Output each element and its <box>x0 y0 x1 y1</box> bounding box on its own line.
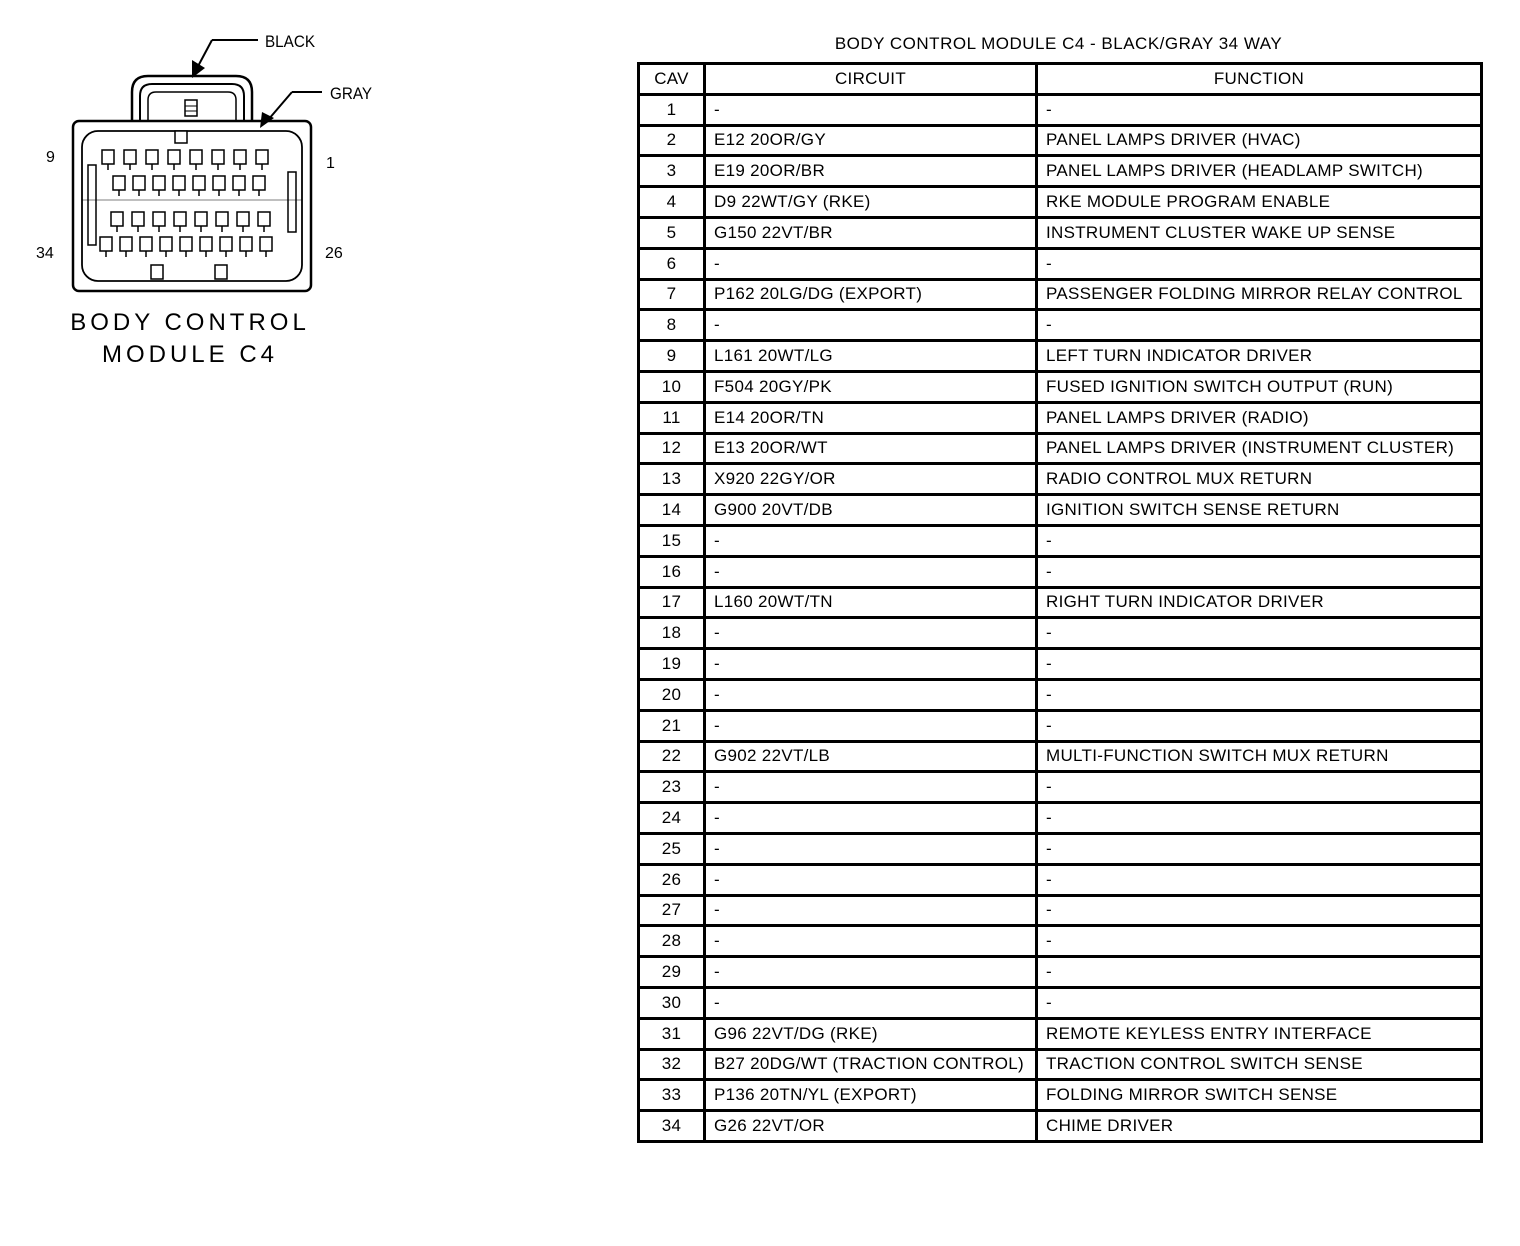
cell-cav: 8 <box>639 310 705 341</box>
terminal-cavity <box>100 237 112 251</box>
terminal-cavity <box>233 176 245 190</box>
cell-function: - <box>1037 525 1482 556</box>
connector-name-line1: BODY CONTROL <box>70 309 310 336</box>
cell-cav: 2 <box>639 125 705 156</box>
table-row <box>639 741 1482 772</box>
terminal-cavity <box>153 176 165 190</box>
pin-number-34: 34 <box>36 245 54 262</box>
cell-cav: 10 <box>639 371 705 402</box>
cell-function: PANEL LAMPS DRIVER (INSTRUMENT CLUSTER) <box>1037 433 1482 464</box>
table-row <box>639 1049 1482 1080</box>
cell-function: LEFT TURN INDICATOR DRIVER <box>1037 341 1482 372</box>
cell-cav: 25 <box>639 833 705 864</box>
table-row <box>639 803 1482 834</box>
terminal-cavity <box>212 150 224 164</box>
cell-circuit: - <box>705 618 1037 649</box>
cell-circuit: - <box>705 772 1037 803</box>
connector-name-line2: MODULE C4 <box>101 341 279 368</box>
cell-cav: 29 <box>639 957 705 988</box>
cell-function: - <box>1037 248 1482 279</box>
cell-function: RADIO CONTROL MUX RETURN <box>1037 464 1482 495</box>
label-gray: GRAY <box>330 84 372 103</box>
cell-circuit: G26 22VT/OR <box>705 1111 1037 1142</box>
cell-function: - <box>1037 649 1482 680</box>
table-row <box>639 710 1482 741</box>
table-row <box>639 217 1482 248</box>
table-row <box>639 248 1482 279</box>
cell-function: - <box>1037 864 1482 895</box>
cell-cav: 14 <box>639 495 705 526</box>
cell-cav: 7 <box>639 279 705 310</box>
terminal-cavity <box>168 150 180 164</box>
table-row <box>639 772 1482 803</box>
cell-function: - <box>1037 556 1482 587</box>
cell-function: PANEL LAMPS DRIVER (HVAC) <box>1037 125 1482 156</box>
cell-circuit: P162 20LG/DG (EXPORT) <box>705 279 1037 310</box>
cell-circuit: - <box>705 957 1037 988</box>
cell-circuit: F504 20GY/PK <box>705 371 1037 402</box>
terminal-cavity <box>111 212 123 226</box>
cell-circuit: - <box>705 679 1037 710</box>
cell-cav: 22 <box>639 741 705 772</box>
cell-circuit: - <box>705 803 1037 834</box>
connector-diagram <box>0 0 620 400</box>
table-row <box>639 618 1482 649</box>
table-row <box>639 279 1482 310</box>
pin-number-1: 1 <box>326 155 335 172</box>
table-row <box>639 1080 1482 1111</box>
pin-number-26: 26 <box>325 245 343 262</box>
terminal-cavity <box>180 237 192 251</box>
cell-cav: 26 <box>639 864 705 895</box>
cell-circuit: - <box>705 833 1037 864</box>
cell-circuit: - <box>705 525 1037 556</box>
table-row <box>639 525 1482 556</box>
cell-function: REMOTE KEYLESS ENTRY INTERFACE <box>1037 1018 1482 1049</box>
cell-cav: 21 <box>639 710 705 741</box>
terminal-cavity <box>237 212 249 226</box>
cell-cav: 13 <box>639 464 705 495</box>
table-row <box>639 156 1482 187</box>
table-row <box>639 187 1482 218</box>
cell-function: MULTI-FUNCTION SWITCH MUX RETURN <box>1037 741 1482 772</box>
table-row <box>639 464 1482 495</box>
table-row <box>639 371 1482 402</box>
cell-function: TRACTION CONTROL SWITCH SENSE <box>1037 1049 1482 1080</box>
terminal-cavity <box>213 176 225 190</box>
terminal-cavity <box>113 176 125 190</box>
cell-cav: 27 <box>639 895 705 926</box>
cell-cav: 1 <box>639 94 705 125</box>
terminal-cavity <box>193 176 205 190</box>
cell-function: - <box>1037 679 1482 710</box>
terminal-cavity <box>174 212 186 226</box>
table-row <box>639 1111 1482 1142</box>
cell-circuit: - <box>705 987 1037 1018</box>
connector-housing <box>73 121 311 291</box>
cell-function: RKE MODULE PROGRAM ENABLE <box>1037 187 1482 218</box>
cell-function: - <box>1037 310 1482 341</box>
cell-cav: 11 <box>639 402 705 433</box>
table-row <box>639 926 1482 957</box>
cell-cav: 34 <box>639 1111 705 1142</box>
cell-circuit: E12 20OR/GY <box>705 125 1037 156</box>
cell-circuit: B27 20DG/WT (TRACTION CONTROL) <box>705 1049 1037 1080</box>
cell-cav: 5 <box>639 217 705 248</box>
cell-function: RIGHT TURN INDICATOR DRIVER <box>1037 587 1482 618</box>
cell-function: PANEL LAMPS DRIVER (HEADLAMP SWITCH) <box>1037 156 1482 187</box>
cell-circuit: - <box>705 310 1037 341</box>
cell-circuit: - <box>705 556 1037 587</box>
terminal-cavity <box>260 237 272 251</box>
pinout-table <box>637 62 1483 1143</box>
cell-circuit: X920 22GY/OR <box>705 464 1037 495</box>
terminal-cavity <box>190 150 202 164</box>
cell-cav: 17 <box>639 587 705 618</box>
cell-function: CHIME DRIVER <box>1037 1111 1482 1142</box>
cell-circuit: - <box>705 926 1037 957</box>
cell-function: PASSENGER FOLDING MIRROR RELAY CONTROL <box>1037 279 1482 310</box>
cell-function: IGNITION SWITCH SENSE RETURN <box>1037 495 1482 526</box>
cell-function: - <box>1037 94 1482 125</box>
cell-circuit: L160 20WT/TN <box>705 587 1037 618</box>
table-row <box>639 957 1482 988</box>
cell-circuit: - <box>705 710 1037 741</box>
cell-function: - <box>1037 618 1482 649</box>
cell-cav: 28 <box>639 926 705 957</box>
cell-cav: 30 <box>639 987 705 1018</box>
table-row <box>639 310 1482 341</box>
table-row <box>639 587 1482 618</box>
terminal-cavity <box>146 150 158 164</box>
terminal-cavity <box>253 176 265 190</box>
terminal-cavity <box>140 237 152 251</box>
cell-circuit: - <box>705 649 1037 680</box>
header-function: FUNCTION <box>1037 64 1482 95</box>
table-row <box>639 556 1482 587</box>
cell-circuit: E13 20OR/WT <box>705 433 1037 464</box>
table-header-row <box>639 64 1482 95</box>
cell-circuit: P136 20TN/YL (EXPORT) <box>705 1080 1037 1111</box>
table-row <box>639 864 1482 895</box>
terminal-cavity <box>173 176 185 190</box>
cell-cav: 12 <box>639 433 705 464</box>
cell-cav: 4 <box>639 187 705 218</box>
cell-circuit: - <box>705 864 1037 895</box>
cell-circuit: - <box>705 248 1037 279</box>
terminal-cavity <box>153 212 165 226</box>
cell-circuit: G900 20VT/DB <box>705 495 1037 526</box>
table-row <box>639 433 1482 464</box>
cell-function: - <box>1037 926 1482 957</box>
table-row <box>639 649 1482 680</box>
terminal-cavity <box>200 237 212 251</box>
cell-circuit: E14 20OR/TN <box>705 402 1037 433</box>
cell-function: - <box>1037 987 1482 1018</box>
cell-cav: 16 <box>639 556 705 587</box>
terminal-cavity <box>240 237 252 251</box>
table-title: BODY CONTROL MODULE C4 - BLACK/GRAY 34 WAY <box>834 34 1283 53</box>
cell-cav: 20 <box>639 679 705 710</box>
terminal-cavity <box>132 212 144 226</box>
cell-cav: 18 <box>639 618 705 649</box>
table-row <box>639 94 1482 125</box>
cell-function: PANEL LAMPS DRIVER (RADIO) <box>1037 402 1482 433</box>
terminal-cavity <box>234 150 246 164</box>
pin-number-9: 9 <box>46 149 55 166</box>
terminal-cavity <box>216 212 228 226</box>
cell-cav: 32 <box>639 1049 705 1080</box>
cell-cav: 3 <box>639 156 705 187</box>
cell-function: FOLDING MIRROR SWITCH SENSE <box>1037 1080 1482 1111</box>
cell-function: - <box>1037 833 1482 864</box>
cell-circuit: E19 20OR/BR <box>705 156 1037 187</box>
table-row <box>639 1018 1482 1049</box>
terminal-cavity <box>102 150 114 164</box>
terminal-cavity <box>256 150 268 164</box>
table-row <box>639 679 1482 710</box>
header-cav: CAV <box>639 64 705 95</box>
cell-cav: 33 <box>639 1080 705 1111</box>
cell-circuit: G902 22VT/LB <box>705 741 1037 772</box>
table-row <box>639 833 1482 864</box>
table-row <box>639 341 1482 372</box>
cell-function: - <box>1037 957 1482 988</box>
cell-cav: 6 <box>639 248 705 279</box>
terminal-cavity <box>133 176 145 190</box>
cell-cav: 23 <box>639 772 705 803</box>
table-row <box>639 987 1482 1018</box>
cell-function: FUSED IGNITION SWITCH OUTPUT (RUN) <box>1037 371 1482 402</box>
cell-function: - <box>1037 895 1482 926</box>
terminal-cavity <box>124 150 136 164</box>
cell-cav: 24 <box>639 803 705 834</box>
cell-function: - <box>1037 710 1482 741</box>
terminal-cavity <box>160 237 172 251</box>
table-row <box>639 125 1482 156</box>
label-black: BLACK <box>265 32 316 51</box>
cell-circuit: G96 22VT/DG (RKE) <box>705 1018 1037 1049</box>
table-row <box>639 402 1482 433</box>
cell-cav: 19 <box>639 649 705 680</box>
cell-cav: 15 <box>639 525 705 556</box>
cell-function: - <box>1037 772 1482 803</box>
cell-circuit: D9 22WT/GY (RKE) <box>705 187 1037 218</box>
cell-function: INSTRUMENT CLUSTER WAKE UP SENSE <box>1037 217 1482 248</box>
cell-circuit: G150 22VT/BR <box>705 217 1037 248</box>
cell-circuit: - <box>705 895 1037 926</box>
terminal-cavity <box>220 237 232 251</box>
table-row <box>639 895 1482 926</box>
terminal-cavity <box>195 212 207 226</box>
cell-cav: 9 <box>639 341 705 372</box>
header-circuit: CIRCUIT <box>705 64 1037 95</box>
terminal-cavity <box>258 212 270 226</box>
cell-circuit: L161 20WT/LG <box>705 341 1037 372</box>
table-row <box>639 495 1482 526</box>
terminal-cavity <box>120 237 132 251</box>
cell-function: - <box>1037 803 1482 834</box>
cell-cav: 31 <box>639 1018 705 1049</box>
cell-circuit: - <box>705 94 1037 125</box>
